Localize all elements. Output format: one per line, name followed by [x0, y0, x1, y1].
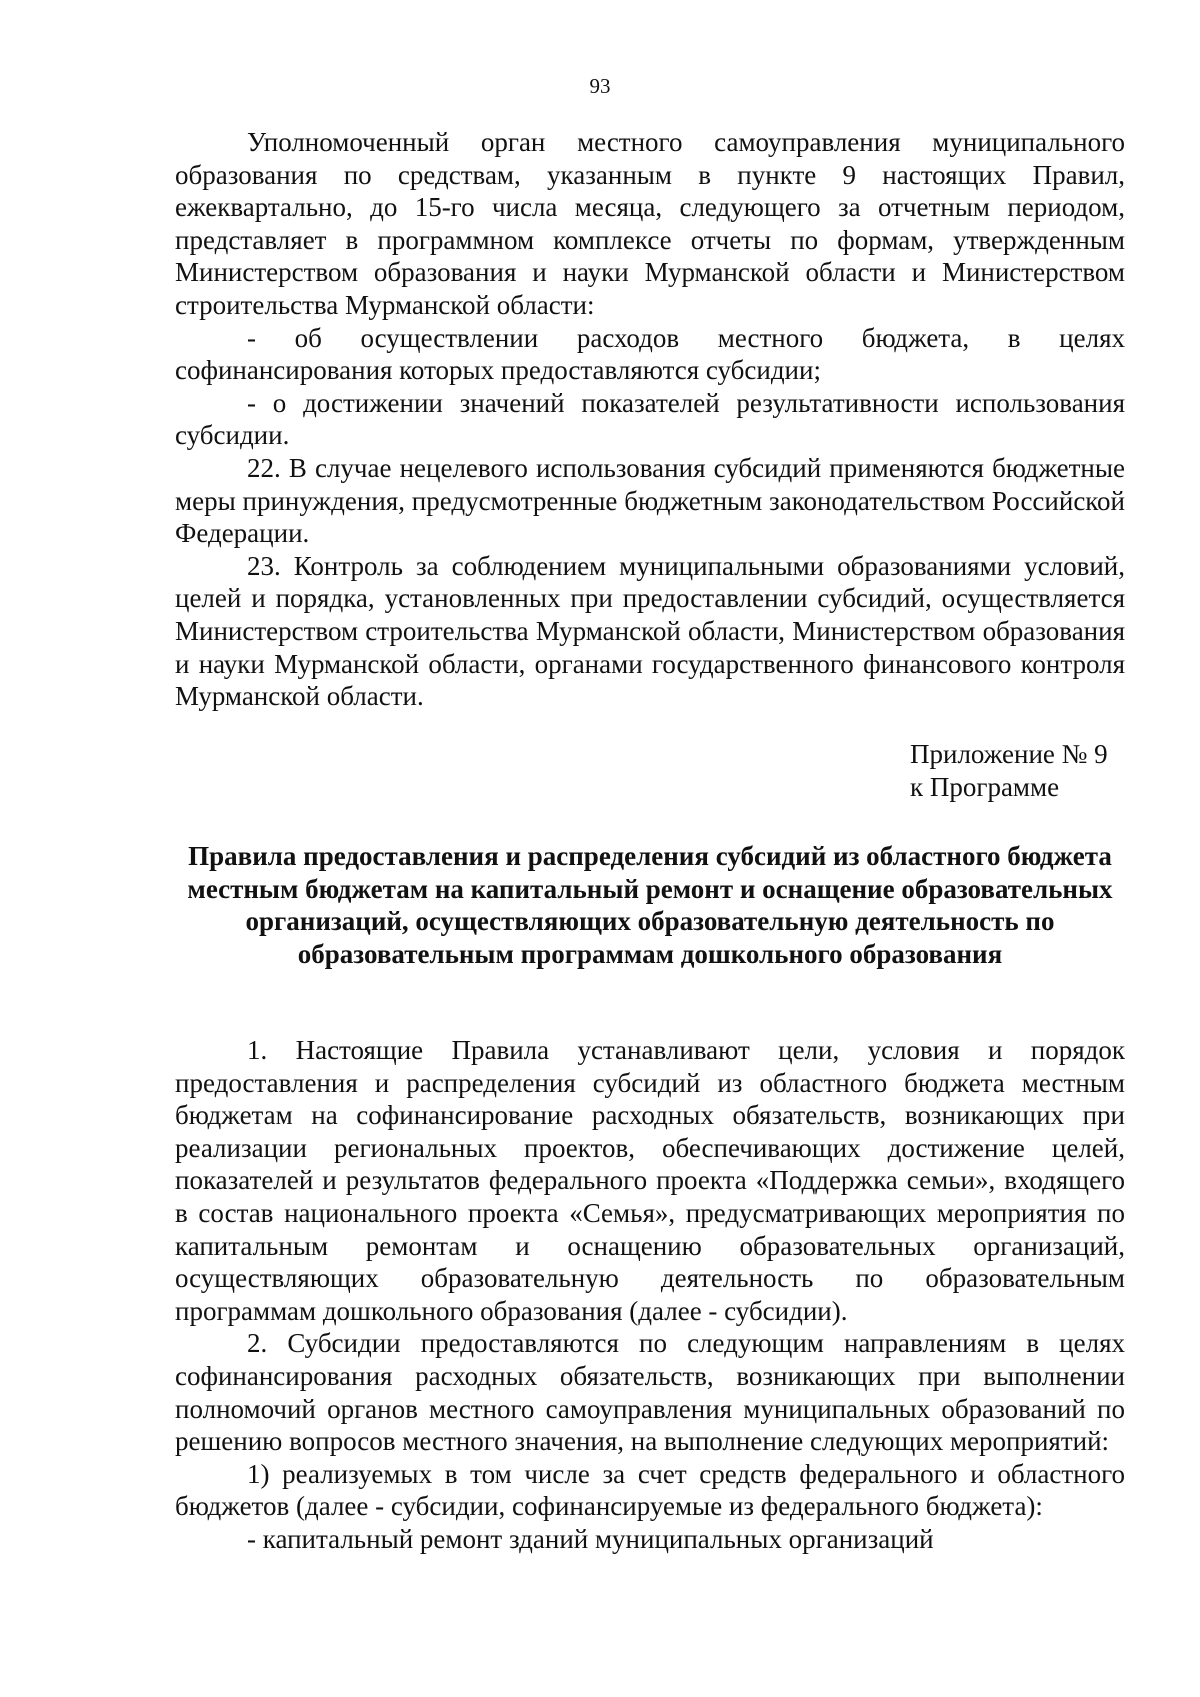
list-item-expenses: - об осуществлении расходов местного бюджета, в целях софинансирования которых предоставляются субсидии; — [175, 322, 1125, 386]
appendix-heading — [910, 738, 1150, 803]
appendix-number: Приложение № 9 — [910, 739, 1108, 769]
upper-text-section — [175, 126, 1125, 713]
subparagraph-1: 1) реализуемых в том числе за счет средств федерального и областного бюджетов (далее - субсидии, софинансируемые из федерального бюджета): — [175, 1458, 1125, 1522]
rules-title: Правила предоставления и распределения субсидий из областного бюджета местным бюджетам на капитальный ремонт и оснащение образовательных организаций, осуществляющих образовательную деятельность по образовательным программам дошкольного образования — [187, 841, 1113, 969]
paragraph-2: 2. Субсидии предоставляются по следующим направлениям в целях софинансирования расходных обязательств, возникающих при выполнении полномочий органов местного самоуправления муниципальных образований по решению вопросов местного значения, на выполнение следующих мероприятий: — [175, 1328, 1125, 1457]
paragraph-22: 22. В случае нецелевого использования субсидий применяются бюджетные меры принуждения, предусмотренные бюджетным законодательством Российской Федерации. — [175, 452, 1125, 549]
page-number: 93 — [589, 74, 611, 98]
lower-text-section — [175, 1034, 1125, 1556]
list-item-capital-repair: - капитальный ремонт зданий муниципальных организаций — [247, 1523, 934, 1554]
paragraph-1: 1. Настоящие Правила устанавливают цели, условия и порядок предоставления и распределения субсидий из областного бюджета местным бюджетам на софинансирование расходных обязательств, возникающих при реализации региональных проектов, обеспечивающих достижение целей, показателей и результатов федерального проекта «Поддержка семьи», входящего в состав национального проекта «Семья», предусматривающих мероприятия по капитальным ремонтам и оснащению образовательных организаций, осуществляющих образовательную деятельность по образовательным программам дошкольного образования (далее - субсидии). — [175, 1035, 1125, 1326]
paragraph-reporting: Уполномоченный орган местного самоуправления муниципального образования по средствам, указанным в пункте 9 настоящих Правил, ежеквартально, до 15-го числа месяца, следующего за отчетным периодом, представляет в программном комплексе отчеты по формам, утвержденным Министерством образования и науки Мурманской области и Министерством строительства Мурманской области: — [175, 127, 1125, 320]
list-item-indicators: - о достижении значений показателей результативности использования субсидии. — [175, 387, 1125, 451]
paragraph-23: 23. Контроль за соблюдением муниципальными образованиями условий, целей и порядка, установленных при предоставлении субсидий, осуществляется Министерством строительства Мурманской области, Министерством образования и науки Мурманской области, органами государственного финансового контроля Мурманской области. — [175, 550, 1125, 712]
appendix-reference: к Программе — [910, 771, 1060, 802]
